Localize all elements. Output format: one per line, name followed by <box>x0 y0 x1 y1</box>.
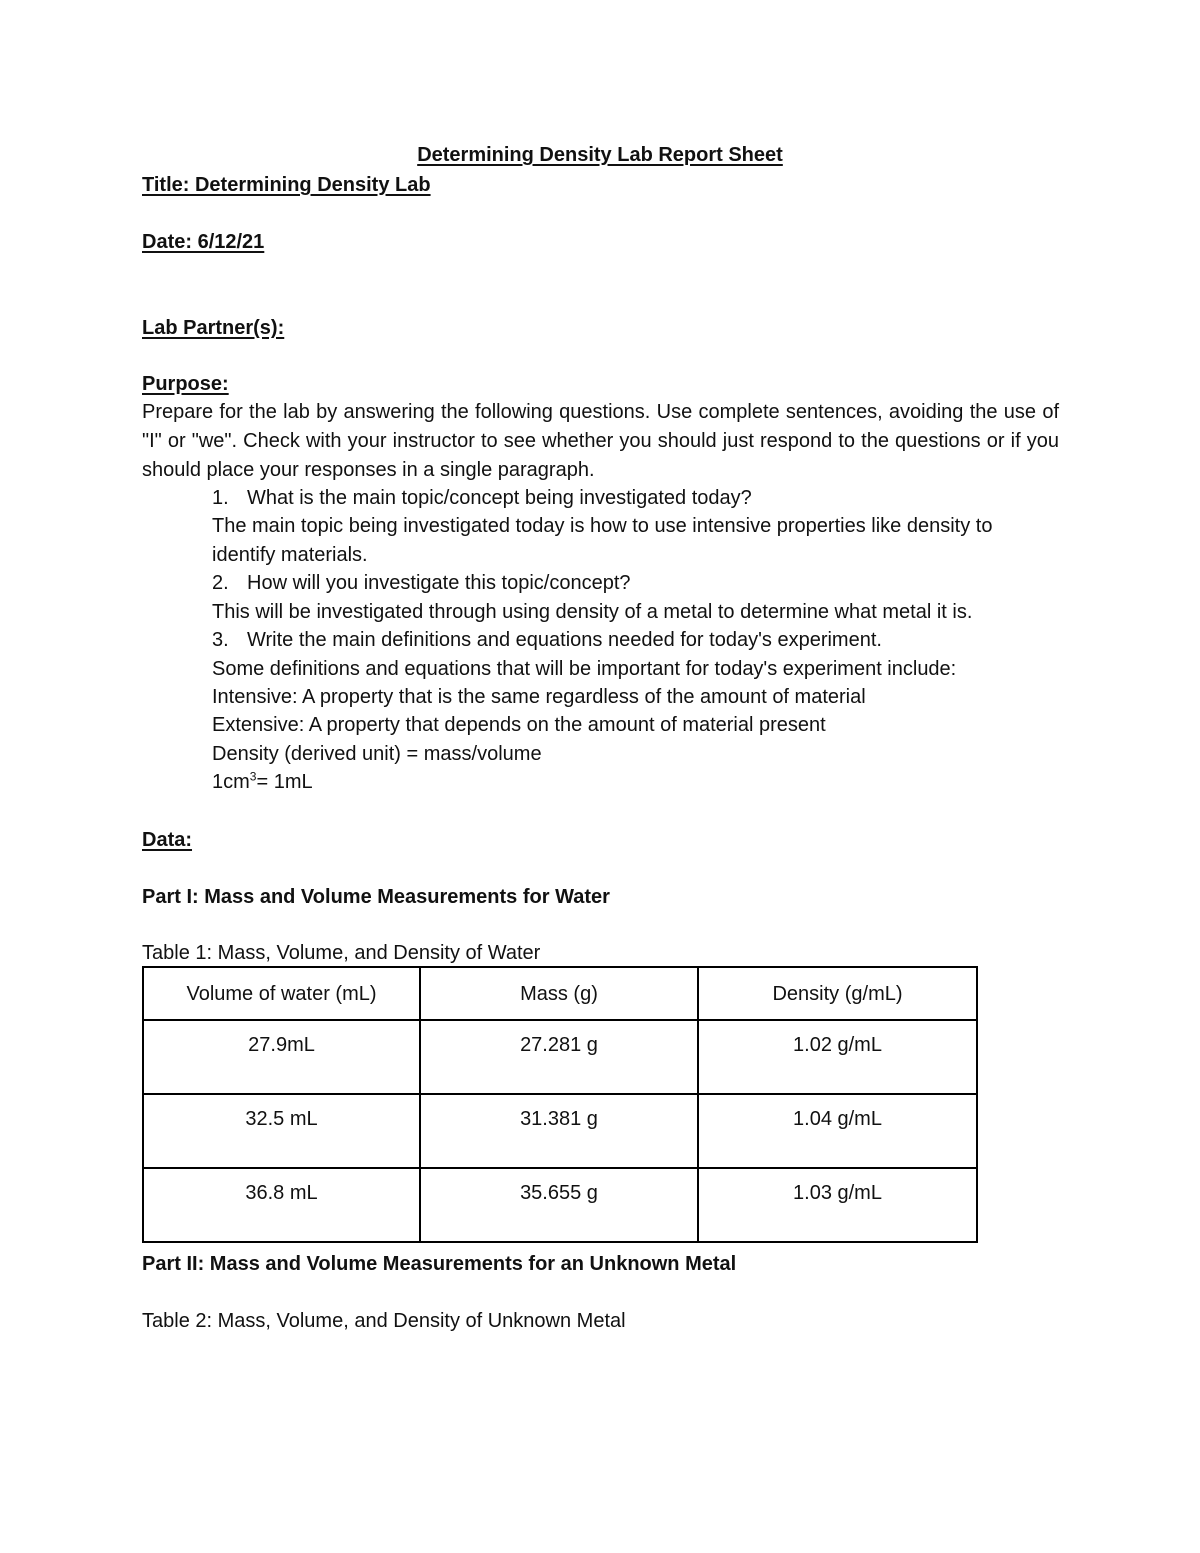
table-1-caption: Table 1: Mass, Volume, and Density of Water <box>142 942 541 964</box>
table-row <box>143 1020 977 1094</box>
table-2-caption: Table 2: Mass, Volume, and Density of Unknown Metal <box>142 1310 626 1332</box>
table-cell: 32.5 mL <box>143 1094 420 1168</box>
table-header-cell: Volume of water (mL) <box>143 967 420 1020</box>
table-header-cell: Density (g/mL) <box>698 967 977 1020</box>
answer-3-line-3: Extensive: A property that depends on the amount of material present <box>212 714 826 736</box>
table-cell: 1.04 g/mL <box>698 1094 977 1168</box>
table-row <box>143 1094 977 1168</box>
data-heading: Data: <box>142 829 193 851</box>
date-line: Date: 6/12/21 <box>142 231 265 253</box>
table-cell: 27.281 g <box>420 1020 698 1094</box>
table-row <box>143 1168 977 1242</box>
table-header-row <box>143 967 977 1020</box>
lab-partners-label: Lab Partner(s): <box>142 317 285 339</box>
question-2-number: 2. <box>212 572 229 594</box>
table-cell: 27.9mL <box>143 1020 420 1094</box>
question-3-number: 3. <box>212 629 229 651</box>
table-cell: 35.655 g <box>420 1168 698 1242</box>
unit-equation <box>212 769 313 793</box>
question-1-text: What is the main topic/concept being investigated today? <box>247 487 752 509</box>
purpose-heading: Purpose: <box>142 373 229 395</box>
table-cell: 31.381 g <box>420 1094 698 1168</box>
unit-equation-superscript: 3 <box>249 769 257 784</box>
water-density-table <box>142 966 978 1243</box>
answer-2: This will be investigated through using density of a metal to determine what metal it is. <box>212 601 973 623</box>
answer-1-line-1: The main topic being investigated today is how to use intensive properties like density to <box>212 515 993 537</box>
unit-equation-right: = 1mL <box>256 771 313 793</box>
lab-title-line: Title: Determining Density Lab <box>142 174 431 196</box>
table-cell: 1.03 g/mL <box>698 1168 977 1242</box>
answer-3-line-2: Intensive: A property that is the same regardless of the amount of material <box>212 686 866 708</box>
sheet-title: Determining Density Lab Report Sheet <box>417 144 783 166</box>
part-1-heading: Part I: Mass and Volume Measurements for Water <box>142 886 610 908</box>
answer-3-line-1: Some definitions and equations that will be important for today's experiment include: <box>212 658 957 680</box>
question-1-number: 1. <box>212 487 229 509</box>
question-2-text: How will you investigate this topic/concept? <box>247 572 631 594</box>
part-2-heading: Part II: Mass and Volume Measurements for an Unknown Metal <box>142 1253 737 1275</box>
table-cell: 36.8 mL <box>143 1168 420 1242</box>
purpose-intro-paragraph: Prepare for the lab by answering the following questions. Use complete sentences, avoiding the use of "I" or "we". Check with your instructor to see whether you should just respond to the questions or if you should place your responses in a single paragraph. <box>142 401 1059 481</box>
answer-3-line-4: Density (derived unit) = mass/volume <box>212 743 542 765</box>
question-3-text: Write the main definitions and equations needed for today's experiment. <box>247 629 882 651</box>
unit-equation-left: 1cm <box>212 771 250 793</box>
answer-1-line-2: identify materials. <box>212 544 368 566</box>
table-cell: 1.02 g/mL <box>698 1020 977 1094</box>
table-header-cell: Mass (g) <box>420 967 698 1020</box>
